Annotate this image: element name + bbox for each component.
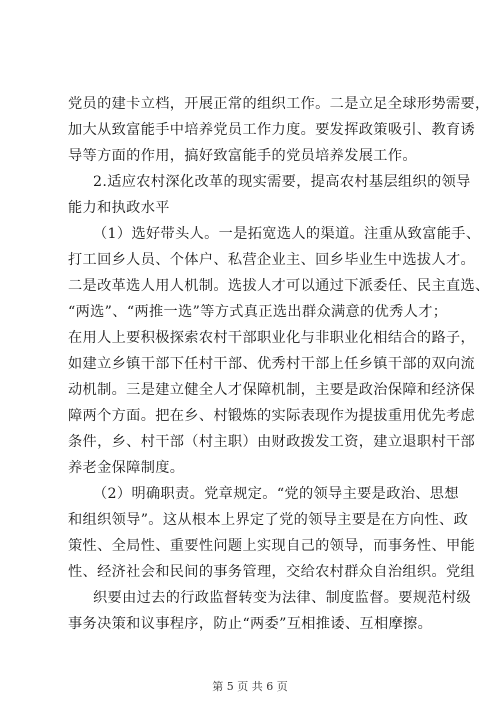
text-line-4: 2.适应农村深化改革的现实需要，提高农村基层组织的领导 [93,174,471,190]
text-line-17: 和组织领导”。这从根本上界定了党的领导主要是在方向性、政 [68,512,469,528]
page-number-footer: 第 5 页 共 6 页 [212,680,288,693]
text-line-7: 打工回乡人员、个体户、私营企业主、回乡毕业生中选拔人才。 [68,252,476,268]
text-line-12: 动机制。三是建立健全人才保障机制，主要是政治保障和经济保 [68,382,476,398]
text-line-3: 导等方面的作用，搞好致富能手的党员培养发展工作。 [68,148,417,164]
text-line-11: 如建立乡镇干部下任村干部、优秀村干部上任乡镇干部的双向流 [68,356,476,372]
text-line-13: 障两个方面。把在乡、村锻炼的实际表现作为提拔重用优先考虑 [68,408,476,424]
text-line-6: （1）选好带头人。一是拓宽选人的渠道。注重从致富能手、 [93,226,481,242]
text-line-1: 党员的建卡立档，开展正常的组织工作。二是立足全球形势需要， [68,96,490,112]
text-line-20: 织要由过去的行政监督转变为法律、制度监督。要规范村级 [93,590,471,606]
text-line-19: 性、经济社会和民间的事务管理，交给农村群众自治组织。党组 [68,564,476,580]
text-line-21: 事务决策和议事程序，防止“两委”互相推诿、互相摩擦。 [68,616,433,632]
text-line-2: 加大从致富能手中培养党员工作力度。要发挥政策吸引、教育诱 [68,122,476,138]
text-line-18: 策性、全局性、重要性问题上实现自己的领导，而事务性、甲能 [68,538,476,554]
text-line-9: “两选”、“两推一选”等方式真正选出群众满意的优秀人才； [68,304,448,320]
text-line-15: 养老金保障制度。 [68,460,185,476]
text-line-5: 能力和执政水平 [68,200,170,216]
text-line-14: 条件，乡、村干部（村主职）由财政拨发工资，建立退职村干部 [68,434,476,450]
text-line-16: （2）明确职责。党章规定。“党的领导主要是政治、思想 [93,486,459,502]
text-line-8: 二是改革选人用人机制。选拔人才可以通过下派委任、民主直选、 [68,278,490,294]
text-line-10: 在用人上要积极探索农村干部职业化与非职业化相结合的路子， [68,330,476,346]
